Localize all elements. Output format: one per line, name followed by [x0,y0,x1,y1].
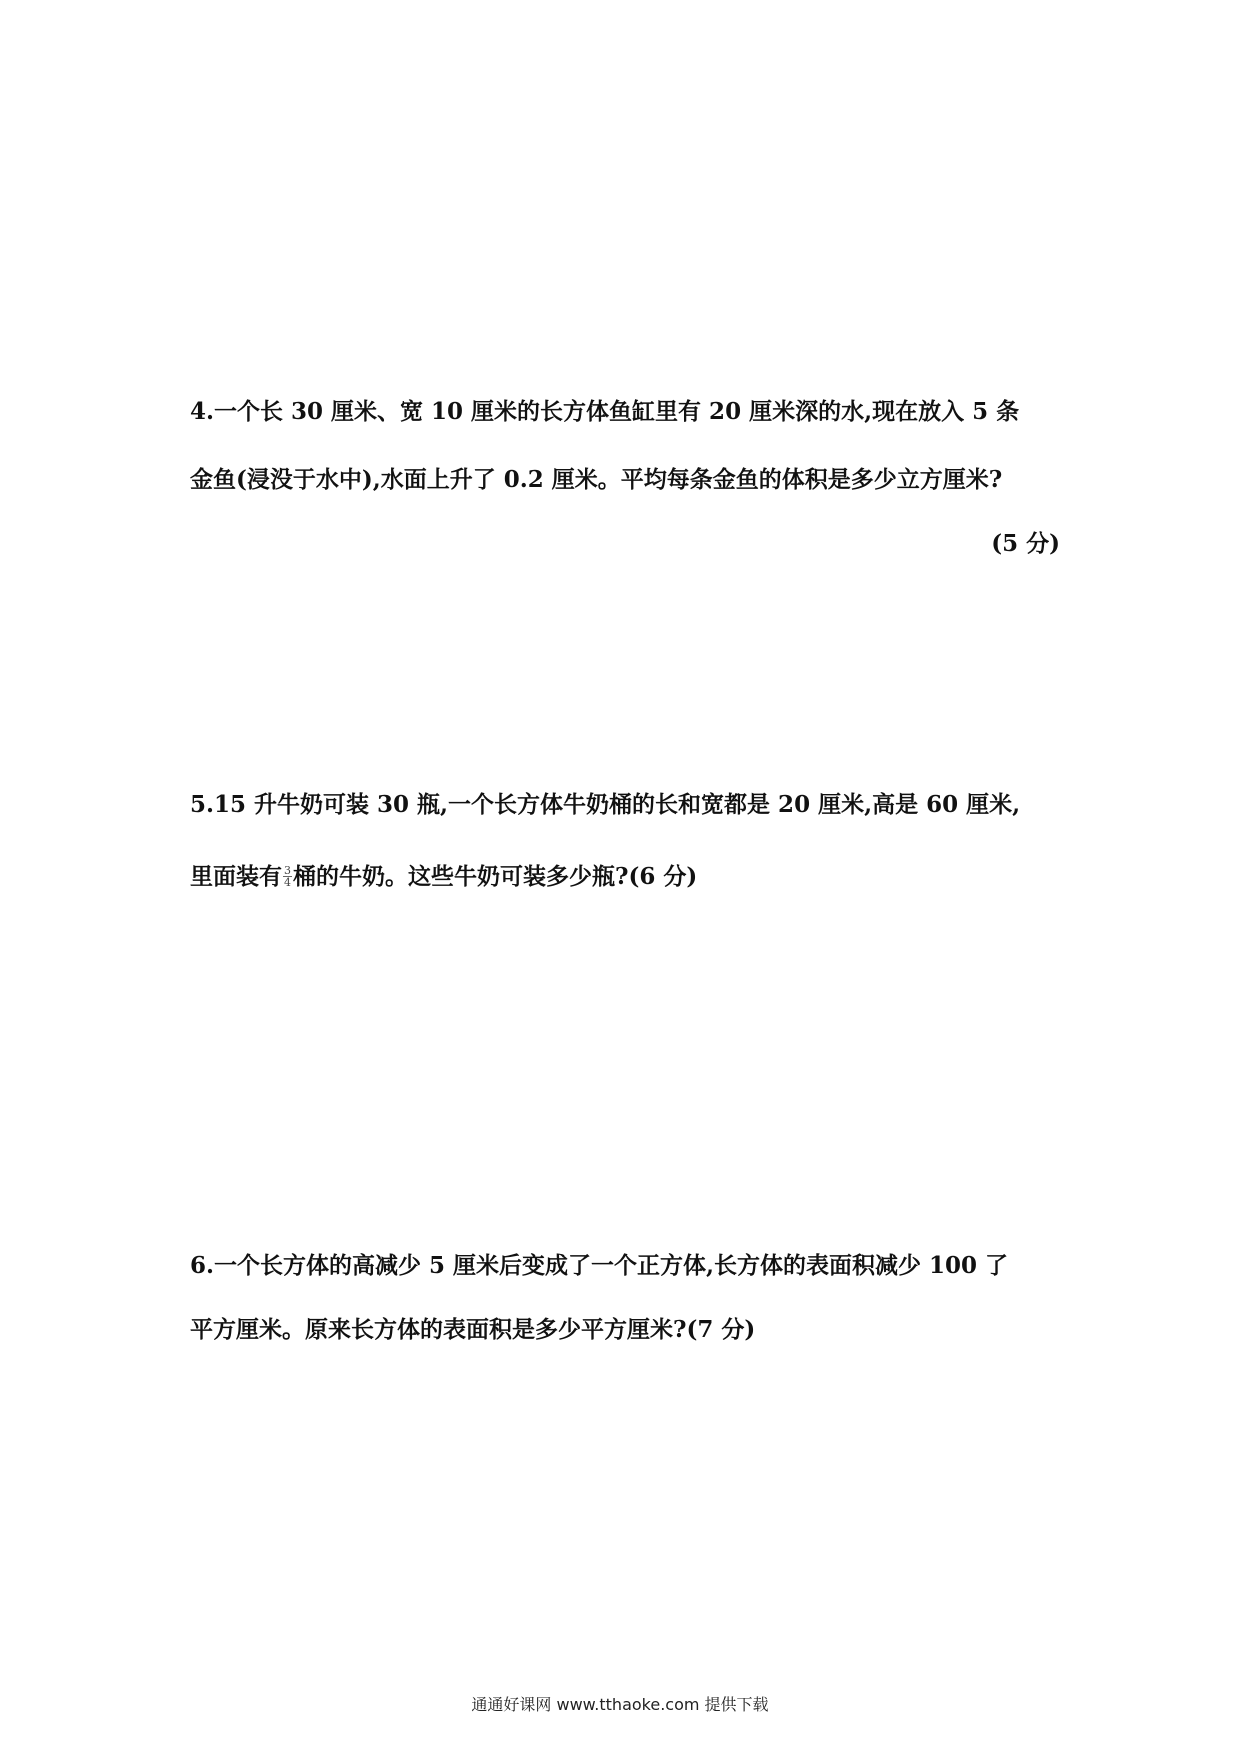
question-5-line-2-before: 里面装有 [190,863,282,890]
question-5-line-1: 5.15 升牛奶可装 30 瓶,一个长方体牛奶桶的长和宽都是 20 厘米,高是 60 厘米, [190,791,1021,818]
fraction-numerator: 3 [284,863,291,877]
question-4-line-2: 金鱼(浸没于水中),水面上升了 0.2 厘米。平均每条金鱼的体积是多少立方厘米? [190,466,1003,493]
question-4-line-1: 4.一个长 30 厘米、宽 10 厘米的长方体鱼缸里有 20 厘米深的水,现在放入 5 条 [190,398,1020,425]
question-6-line-2: 平方厘米。原来长方体的表面积是多少平方厘米?(7 分) [190,1316,756,1343]
question-5-line-2-after: 桶的牛奶。这些牛奶可装多少瓶?(6 分) [293,863,698,890]
fraction-denominator: 4 [284,875,291,889]
question-4-score: (5 分) [991,530,1060,557]
footer-credit: 通通好课网 www.tthaoke.com 提供下载 [471,1695,769,1714]
fraction-three-quarters [283,865,292,888]
question-5-line-2 [190,865,1060,890]
question-6-line-1: 6.一个长方体的高减少 5 厘米后变成了一个正方体,长方体的表面积减少 100 了 [190,1252,1009,1279]
